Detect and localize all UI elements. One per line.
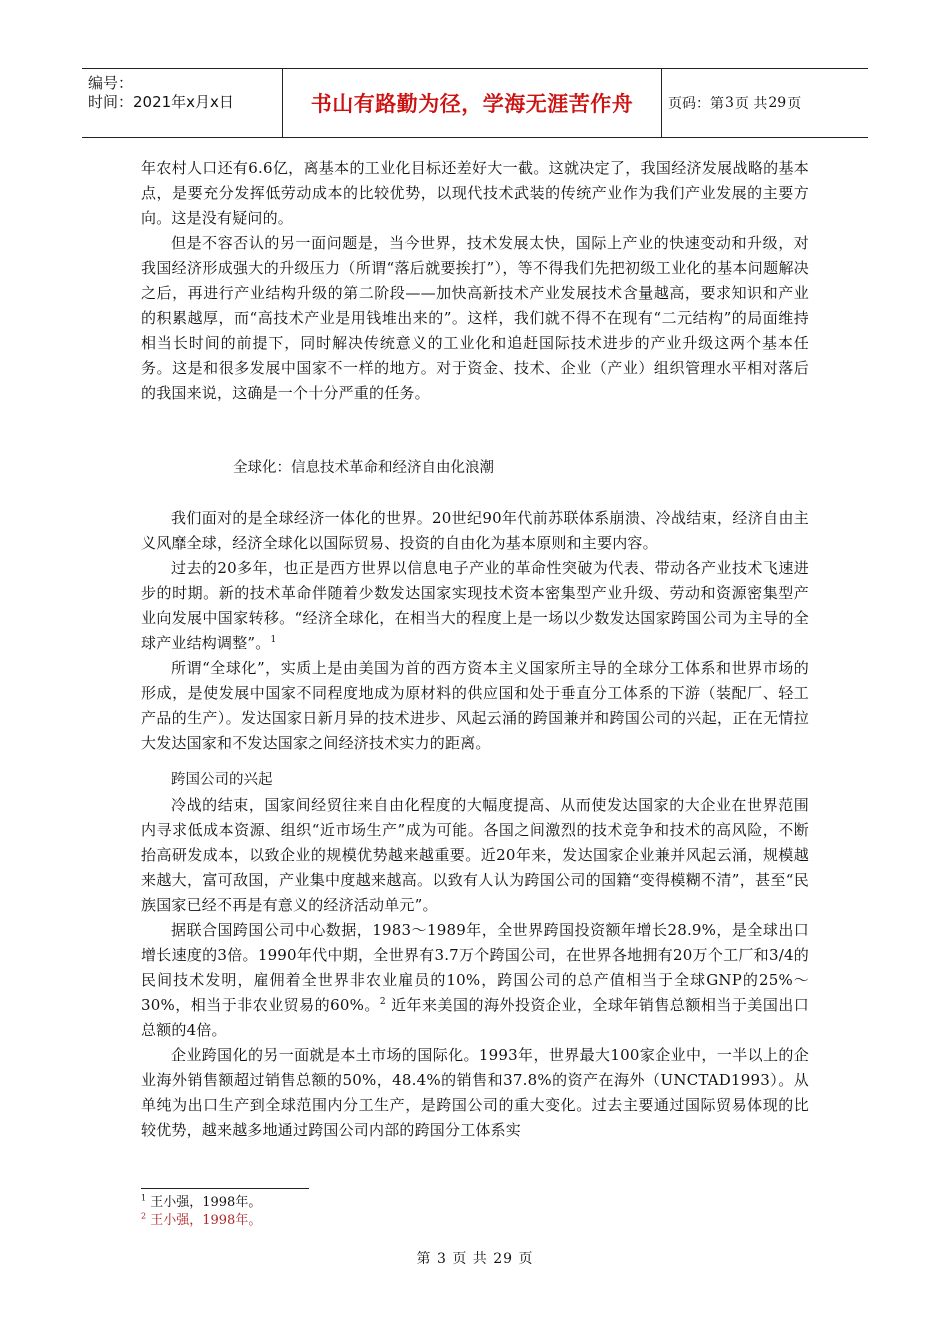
header-page-number [660,69,868,137]
time-label: 时间：2021年x月x日 [88,93,234,111]
paragraph-text: 过去的20多年，也正是西方世界以信息电子产业的革命性突破为代表、带动各产业技术飞速进步的时期。新的技术革命伴随着少数发达国家实现技术资本密集型产业升级、劳动和资源密集型产业向发展中国家转移。“经济全球化，在相当大的程度上是一场以少数发达国家跨国公司为主导的全球产业结构调整”。 [141,559,809,652]
subheading: 跨国公司的兴起 [171,772,273,788]
page-mid: 页 共 [734,96,768,112]
footer-mid: 页 共 [452,1251,488,1267]
paragraph [141,556,809,656]
page-suffix: 页 [787,96,802,112]
header-meta [82,69,282,137]
paragraph: 所谓“全球化”，实质上是由美国为首的西方资本主义国家所主导的全球分工体系和世界市场的形成，是使发展中国家不同程度地成为原材料的供应国和处于垂直分工体系的下游（装配厂、轻工产品的生产）。发达国家日新月异的技术进步、风起云涌的跨国兼并和跨国公司的兴起，正在无情拉大发达国家和不发达国家之间经济技术实力的距离。 [141,659,809,752]
header-motto: 书山有路勤为径，学海无涯苦作舟 [282,69,662,137]
page-prefix: 页码：第 [668,96,724,112]
page-header [82,68,868,138]
footnote-2 [141,1212,261,1230]
footnote-ref-2[interactable]: 2 [379,997,386,1007]
code-label: 编号： [88,74,134,92]
footnote-ref-1[interactable]: 1 [270,635,277,645]
page-current: 3 [725,95,734,111]
paragraph: 但是不容否认的另一面问题是，当今世界，技术发展太快，国际上产业的快速变动和升级，对我国经济形成强大的升级压力（所谓“落后就要挨打”），等不得我们先把初级工业化的基本问题解决之后，再进行产业结构升级的第二阶段——加快高新技术产业发展技术含量越高，要求知识和产业的积累越厚，而“高技术产业是用钱堆出来的”。这样，我们就不得不在现有“二元结构”的局面维持相当长时间的前提下，同时解决传统意义的工业化和追赶国际技术进步的产业升级这两个基本任务。这是和很多发展中国家不一样的地方。对于资金、技术、企业（产业）组织管理水平相对落后的我国来说，这确是一个十分严重的任务。 [141,234,809,402]
footnote-text: 王小强，1998年。 [150,1195,262,1210]
paragraph: 年农村人口还有6.6亿，离基本的工业化目标还差好大一截。这就决定了，我国经济发展战略的基本点，是要充分发挥低劳动成本的比较优势，以现代技术武装的传统产业作为我们产业发展的主要方向。这是没有疑问的。 [141,159,809,227]
document-body [141,156,809,1143]
paragraph-text: 据联合国跨国公司中心数据，1983～1989年，全世界跨国投资额年增长28.9%，是全球出口增长速度的3倍。1990年代中期，全世界有3.7万个跨国公司，在世界各地拥有20万个工厂和3/4的民间技术发明，雇佣着全世界非农业雇员的10%，跨国公司的总产值相当于全球GNP的25%～30%，相当于非农业贸易的60%。 [141,921,809,1014]
footer-prefix: 第 [416,1251,432,1267]
section-heading: 全球化：信息技术革命和经济自由化浪潮 [233,460,494,476]
footer-current: 3 [436,1251,447,1267]
footnote-text: 王小强，1998年。 [150,1213,262,1228]
paragraph: 我们面对的是全球经济一体化的世界。20世纪90年代前苏联体系崩溃、冷战结束，经济自由主义风靡全球，经济全球化以国际贸易、投资的自由化为基本原则和主要内容。 [141,509,809,552]
footer-total: 29 [493,1251,514,1267]
footer-suffix: 页 [518,1251,534,1267]
paragraph [141,918,809,1043]
footnote-number: 1 [141,1193,147,1203]
footnote-1 [141,1194,261,1212]
page-total: 29 [768,95,787,111]
page-footer [0,1248,950,1268]
paragraph: 企业跨国化的另一面就是本土市场的国际化。1993年，世界最大100家企业中，一半以上的企业海外销售额超过销售总额的50%，48.4%的销售和37.8%的资产在海外（UNCTAD1993）。从单纯为出口生产到全球范围内分工生产，是跨国公司的重大变化。过去主要通过国际贸易体现的比较优势，越来越多地通过跨国公司内部的跨国分工体系实 [141,1046,809,1139]
footnote-divider [141,1188,309,1189]
paragraph-text: 近年来美国的海外投资企业，全球年销售总额相当于美国出口总额的4倍。 [141,996,810,1039]
paragraph: 冷战的结束，国家间经贸往来自由化程度的大幅度提高、从而使发达国家的大企业在世界范围内寻求低成本资源、组织“近市场生产”成为可能。各国之间激烈的技术竞争和技术的高风险，不断抬高研发成本，以致企业的规模优势越来越重要。近20年来，发达国家企业兼并风起云涌，规模越来越大，富可敌国，产业集中度越来越高。以致有人认为跨国公司的国籍“变得模糊不清”，甚至“民族国家已经不再是有意义的经济活动单元”。 [141,796,809,914]
footnote-number: 2 [141,1211,147,1221]
